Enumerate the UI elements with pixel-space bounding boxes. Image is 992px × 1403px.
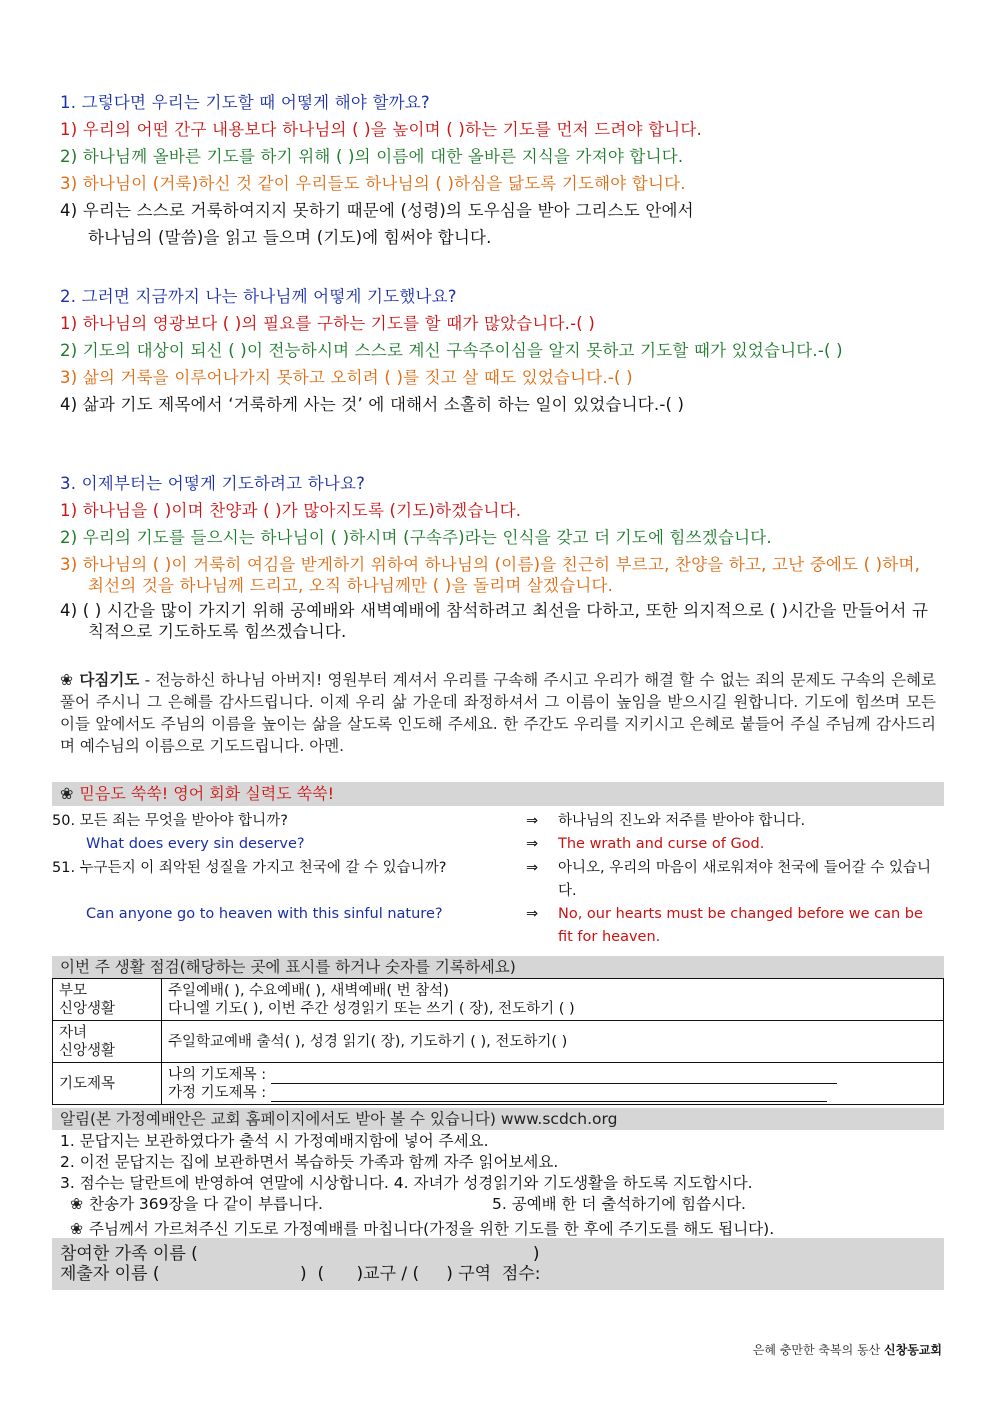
child-worship-fields[interactable]: 주일학교예배 출석( ), 성경 읽기( 장), 기도하기 ( ), 전도하기( ) bbox=[168, 1033, 568, 1050]
footer-text: 은혜 충만한 축복의 동산 bbox=[752, 1343, 881, 1357]
english-title-text: 믿음도 쑥쑥! 영어 회화 실력도 쑥쑥! bbox=[79, 784, 335, 803]
question-ko: 51. 누구든지 이 죄악된 성질을 가지고 천국에 갈 수 있습니까? bbox=[52, 860, 447, 876]
section-3-item-2: 2) 우리의 기도를 들으시는 하나님이 ( )하시며 (구속주)라는 인식을 갖고 더 기도에 힘쓰겠습니다. bbox=[60, 528, 772, 547]
closing-text: 주님께서 가르쳐주신 기도로 가정예배를 마칩니다 bbox=[89, 1220, 424, 1238]
section-1-item-1: 1) 우리의 어떤 간구 내용보다 하나님의 ( )을 높이며 ( )하는 기도를 먼저 드려야 합니다. bbox=[60, 120, 703, 139]
section-1-item-2: 2) 하나님께 올바른 기도를 하기 위해 ( )의 이름에 대한 올바른 지식을 가져야 합니다. bbox=[60, 147, 684, 166]
question-ko: 50. 모든 죄는 무엇을 받아야 합니까? bbox=[52, 813, 288, 829]
arrow-icon: ⇒ bbox=[526, 860, 539, 876]
table-row bbox=[53, 1063, 944, 1105]
arrow-icon: ⇒ bbox=[526, 836, 539, 852]
english-section-title bbox=[52, 782, 944, 806]
row-content[interactable] bbox=[162, 1063, 944, 1105]
section-1-item-4: 4) 우리는 스스로 거룩하여지지 못하기 때문에 (성령)의 도우심을 받아 그리스도 안에서 bbox=[60, 201, 694, 220]
life-check-table bbox=[52, 978, 944, 1105]
life-check-title-text: 이번 주 생활 점검 bbox=[60, 958, 180, 976]
life-check-title bbox=[52, 956, 944, 978]
my-prayer-label: 나의 기도제목 : bbox=[168, 1066, 267, 1083]
row-content[interactable] bbox=[162, 979, 944, 1021]
prayer-text: - 전능하신 하나님 아버지! 영원부터 계셔서 우리를 구속해 주시고 우리가 해결 할 수 없는 죄의 문제도 구속의 은혜로 풀어 주시니 그 은혜를 감사드립니다. 이제 우리 삶 가운데 좌정하셔서 그 이름이 높임을 받으시길 원합니다. 기도에 힘쓰며 모든 이들 앞에서도 주님의 이름을 높이는 삶을 살도록 인도해 주세요. 한 주간도 우리를 지키시고 은혜로 붙들어 주실 주님께 감사드리며 예수님의 이름으로 기도드립니다. 아멘. bbox=[60, 671, 936, 755]
section-1-item-4-cont: 하나님의 (말씀)을 읽고 들으며 (기도)에 힘써야 합니다. bbox=[88, 228, 492, 247]
notice-item-5: 5. 공예배 한 더 출석하기에 힘씁시다. bbox=[492, 1195, 746, 1213]
arrow-icon: ⇒ bbox=[526, 906, 539, 922]
row-label bbox=[53, 979, 162, 1021]
section-1-heading: 1. 그렇다면 우리는 기도할 때 어떻게 해야 할까요? bbox=[60, 93, 430, 112]
flower-icon: ❀ bbox=[60, 784, 74, 803]
section-3 bbox=[60, 470, 940, 642]
question-en: What does every sin deserve? bbox=[86, 836, 305, 852]
arrow-icon: ⇒ bbox=[526, 813, 539, 829]
section-2-item-1: 1) 하나님의 영광보다 ( )의 필요를 구하는 기도를 할 때가 많았습니다.-( ) bbox=[60, 314, 595, 333]
answer-ko: 아니오, 우리의 마음이 새로워져야 천국에 들어갈 수 있습니다. bbox=[558, 860, 932, 899]
row-label bbox=[53, 1021, 162, 1063]
row-label-line: 기도제목 bbox=[59, 1075, 116, 1092]
flower-icon: ❀ bbox=[70, 1195, 83, 1213]
row-label-line: 부모 bbox=[59, 982, 88, 999]
life-check-title-note: (해당하는 곳에 표시를 하거나 숫자를 기록하세요) bbox=[179, 958, 516, 976]
my-prayer-line[interactable] bbox=[168, 1066, 937, 1084]
section-3-item-1: 1) 하나님을 ( )이며 찬양과 ( )가 많아지도록 (기도)하겠습니다. bbox=[60, 501, 522, 520]
closing-row bbox=[60, 1219, 940, 1240]
closing-note: (가정을 위한 기도를 한 후에 주기도를 해도 됩니다). bbox=[423, 1220, 775, 1238]
answer-en: No, our hearts must be changed before we can be fit for heaven. bbox=[558, 906, 923, 945]
row-label-line: 신앙생활 bbox=[59, 1000, 116, 1017]
notice-item-row bbox=[60, 1194, 940, 1215]
section-2-item-4: 4) 삶과 기도 제목에서 ‘거룩하게 사는 것’ 에 대해서 소홀히 하는 일이 있었습니다.-( ) bbox=[60, 395, 685, 414]
hymn-notice: 찬송가 369장을 다 같이 부릅니다. bbox=[89, 1195, 323, 1213]
prayer-label: 다짐기도 bbox=[79, 671, 140, 689]
section-2-item-2: 2) 기도의 대상이 되신 ( )이 전능하시며 스스로 계신 구속주이심을 알지 못하고 기도할 때가 있었습니다.-( ) bbox=[60, 341, 843, 360]
row-content[interactable] bbox=[162, 1021, 944, 1063]
table-row bbox=[53, 979, 944, 1021]
notice-list bbox=[60, 1131, 940, 1240]
church-name: 신창동교회 bbox=[884, 1343, 942, 1357]
submitter-field[interactable]: 제출자 이름 ( ) ( )교구 / ( ) 구역 점수: bbox=[60, 1264, 541, 1284]
section-2 bbox=[60, 283, 940, 418]
section-1 bbox=[60, 89, 940, 251]
notice-item: 3. 점수는 달란트에 반영하여 연말에 시상합니다. 4. 자녀가 성경읽기와 기도생활을 하도록 지도합시다. bbox=[60, 1174, 753, 1192]
submission-box[interactable] bbox=[52, 1238, 944, 1290]
notice-title bbox=[52, 1108, 944, 1130]
question-en: Can anyone go to heaven with this sinful nature? bbox=[86, 906, 443, 922]
answer-ko: 하나님의 진노와 저주를 받아야 합니다. bbox=[558, 813, 806, 829]
footer bbox=[753, 1341, 942, 1358]
flower-icon: ❀ bbox=[70, 1220, 83, 1238]
section-3-item-3: 3) 하나님의 ( )이 거룩히 여김을 받게하기 위하여 하나님의 (이름)을 친근히 부르고, 찬양을 하고, 고난 중에도 ( )하며, 최선의 것을 하나님께 드리고, 오직 하나님께만 ( )을 돌리며 살겠습니다. bbox=[60, 555, 921, 595]
parent-daniel-prayer-fields[interactable]: 다니엘 기도( ), 이번 주간 성경읽기 또는 쓰기 ( 장), 전도하기 ( ) bbox=[168, 1000, 575, 1017]
family-prayer-line[interactable] bbox=[168, 1084, 937, 1102]
row-label-line: 신앙생활 bbox=[59, 1042, 116, 1059]
section-3-heading: 3. 이제부터는 어떻게 기도하려고 하나요? bbox=[60, 474, 366, 493]
my-prayer-input[interactable] bbox=[271, 1069, 837, 1084]
section-3-item-4: 4) ( ) 시간을 많이 가지기 위해 공예배와 새벽예배에 참석하려고 최선을 다하고, 또한 의지적으로 ( )시간을 만들어서 규칙적으로 기도하도록 힘쓰겠습니다. bbox=[60, 601, 929, 641]
section-1-item-3: 3) 하나님이 (거룩)하신 것 같이 우리들도 하나님의 ( )하심을 닮도록 기도해야 합니다. bbox=[60, 174, 686, 193]
family-prayer-label: 가정 기도제목 : bbox=[168, 1084, 267, 1101]
table-row bbox=[53, 1021, 944, 1063]
notice-item: 2. 이전 문답지는 집에 보관하면서 복습하듯 가족과 함께 자주 읽어보세요. bbox=[60, 1153, 559, 1171]
notice-title-note: (본 가정예배안은 교회 홈페이지에서도 받아 볼 수 있습니다) www.scdch.org bbox=[89, 1110, 618, 1128]
commitment-prayer bbox=[60, 669, 936, 757]
notice-item: 1. 문답지는 보관하였다가 출석 시 가정예배지함에 넣어 주세요. bbox=[60, 1132, 489, 1150]
family-prayer-input[interactable] bbox=[271, 1087, 827, 1102]
section-2-heading: 2. 그러면 지금까지 나는 하나님께 어떻게 기도했나요? bbox=[60, 287, 457, 306]
answer-en: The wrath and curse of God. bbox=[558, 836, 765, 852]
section-2-item-3: 3) 삶의 거룩을 이루어나가지 못하고 오히려 ( )를 짓고 살 때도 있었습니다.-( ) bbox=[60, 368, 633, 387]
flower-icon: ❀ bbox=[60, 671, 74, 689]
row-label bbox=[53, 1063, 162, 1105]
row-label-line: 자녀 bbox=[59, 1024, 88, 1041]
family-names-field[interactable]: 참여한 가족 이름 ( ) bbox=[60, 1244, 540, 1264]
parent-worship-fields[interactable]: 주일예배( ), 수요예배( ), 새벽예배( 번 참석) bbox=[168, 982, 449, 999]
notice-title-text: 알림 bbox=[60, 1110, 90, 1128]
